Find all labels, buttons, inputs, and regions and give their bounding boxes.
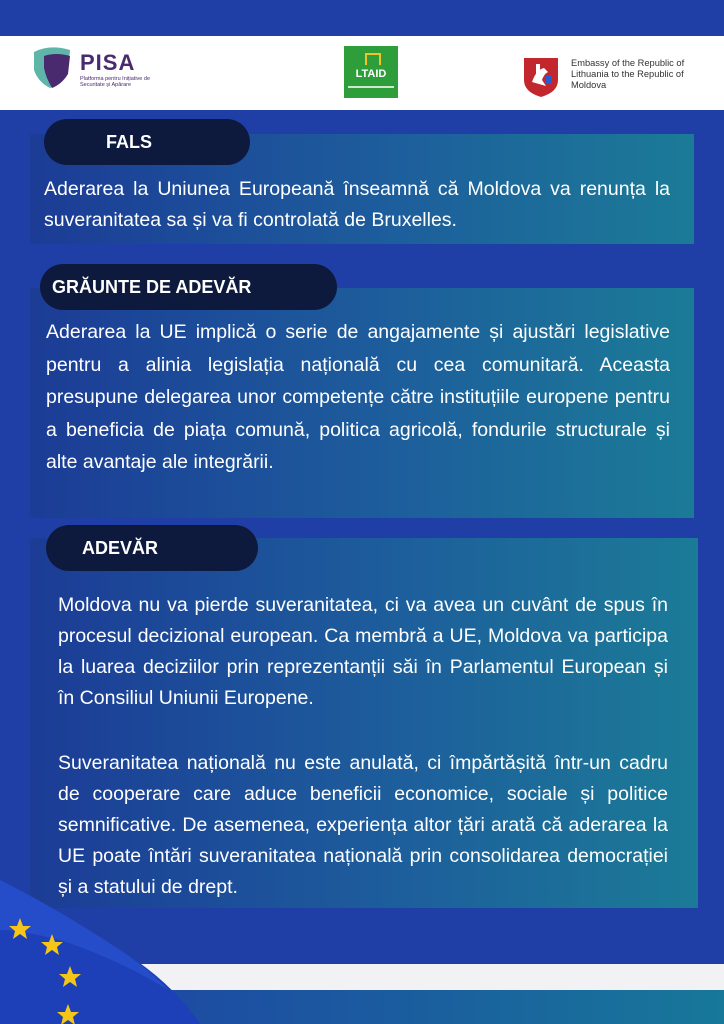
fals-label — [44, 119, 250, 165]
graunte-label-text: GRĂUNTE DE ADEVĂR — [52, 277, 252, 297]
embassy-text: Embassy of the Republic of Lithuania to the Republic of Moldova — [571, 58, 685, 90]
top-bar — [0, 0, 724, 36]
fals-text: Aderarea la Uniunea Europeană înseamnă că Moldova va renunța la suveranitatea sa și va fi controlată de Bruxelles. — [44, 178, 670, 231]
pisa-name: PISA — [80, 50, 136, 75]
ltaid-logo-icon — [365, 53, 381, 65]
ltaid-logo — [344, 46, 398, 98]
graunte-text: Aderarea la UE implică o serie de angajamente și ajustări legislative pentru a alinia legislația națională cu cea comunitară. Aceasta presupune delegarea unor competențe către instituțiile europene pentru a beneficia de piața comună, politica agricolă, fondurile structurale și alte avantaje ale integrării. — [46, 321, 670, 473]
adevar-paragraph-1: Moldova nu va pierde suveranitatea, ci va avea un cuvânt de spus în procesul decizional european. Ca membră a UE, Moldova va participa la luarea deciziilor prin reprezentanții săi în Parlamentul European și în Consiliul Uniunii Europene. — [58, 594, 668, 709]
graunte-label — [40, 264, 337, 310]
pisa-tagline: Platforma pentru Inițiative de Securitate și Apărare — [80, 76, 151, 88]
graunte-card — [30, 288, 694, 518]
eu-flag-icon — [0, 880, 200, 1024]
adevar-paragraph-2: Suveranitatea națională nu este anulată, ci împărtășită într-un cadru de cooperare care aduce beneficii economice, sociale și politice semnificative. De asemenea, experiența altor țări arată că aderarea la UE poate întări suveranitatea națională prin consolidarea democrației și a statului de drept. — [58, 752, 668, 898]
ltaid-subline — [348, 86, 394, 88]
fals-label-text: FALS — [106, 132, 153, 152]
adevar-label-text: ADEVĂR — [82, 538, 159, 558]
adevar-label — [46, 525, 258, 571]
lithuania-crest-icon — [522, 56, 560, 98]
adevar-card — [30, 538, 698, 908]
pisa-logo — [30, 44, 170, 102]
ltaid-name: LTAID — [355, 68, 387, 80]
bottom-white-strip — [130, 964, 724, 990]
header-logos — [0, 36, 724, 110]
pisa-logo-icon — [30, 44, 76, 90]
